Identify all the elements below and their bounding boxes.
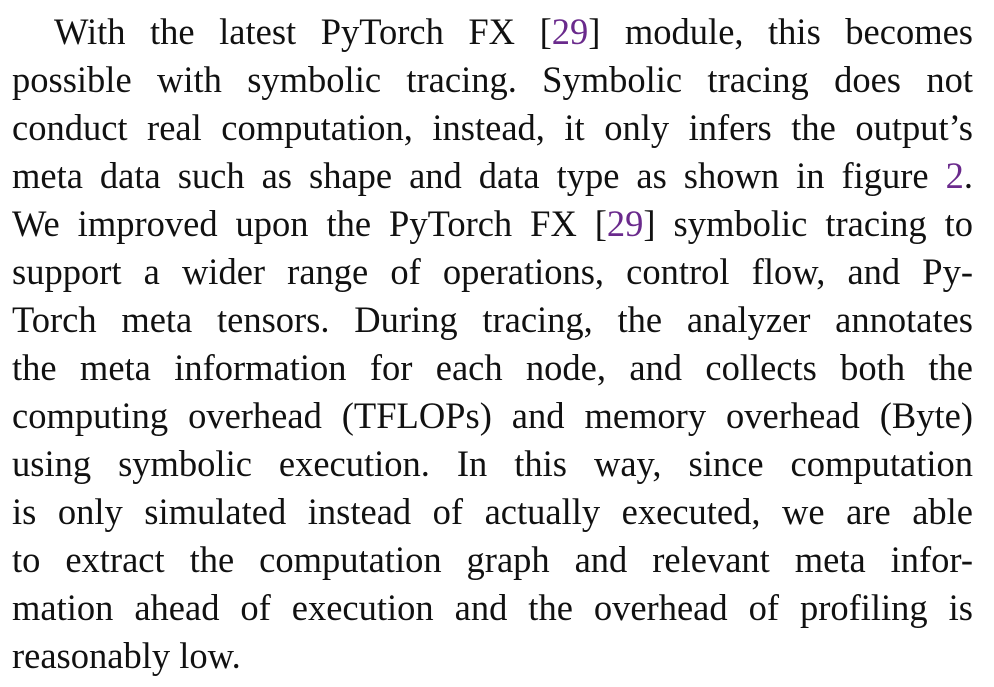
text-line: We improved upon the PyTorch FX [29] symbolic tracing to — [12, 203, 974, 244]
figure-reference-link[interactable]: 2 — [945, 155, 964, 196]
citation-link[interactable]: 29 — [606, 203, 644, 244]
citation-link[interactable]: 29 — [551, 11, 589, 52]
text-line: to extract the computation graph and relevant meta infor- — [12, 539, 973, 580]
text-line: With the latest PyTorch FX [29] module, this becomes — [54, 11, 973, 52]
text-line: support a wider range of operations, control flow, and Py- — [12, 251, 973, 292]
text-line: possible with symbolic tracing. Symbolic tracing does not — [12, 59, 973, 100]
text-line: the meta information for each node, and collects both the — [12, 347, 973, 388]
text-line: meta data such as shape and data type as shown in figure 2. — [12, 155, 973, 196]
text-line: mation ahead of execution and the overhead of profiling is — [12, 587, 973, 628]
text-line: conduct real computation, instead, it only infers the output’s — [12, 107, 973, 148]
text-line: is only simulated instead of actually executed, we are able — [12, 491, 973, 532]
text-line: reasonably low. — [12, 635, 241, 676]
text-line: Torch meta tensors. During tracing, the analyzer annotates — [12, 299, 973, 340]
text-line: computing overhead (TFLOPs) and memory overhead (Byte) — [12, 395, 973, 436]
text-line: using symbolic execution. In this way, since computation — [12, 443, 973, 484]
